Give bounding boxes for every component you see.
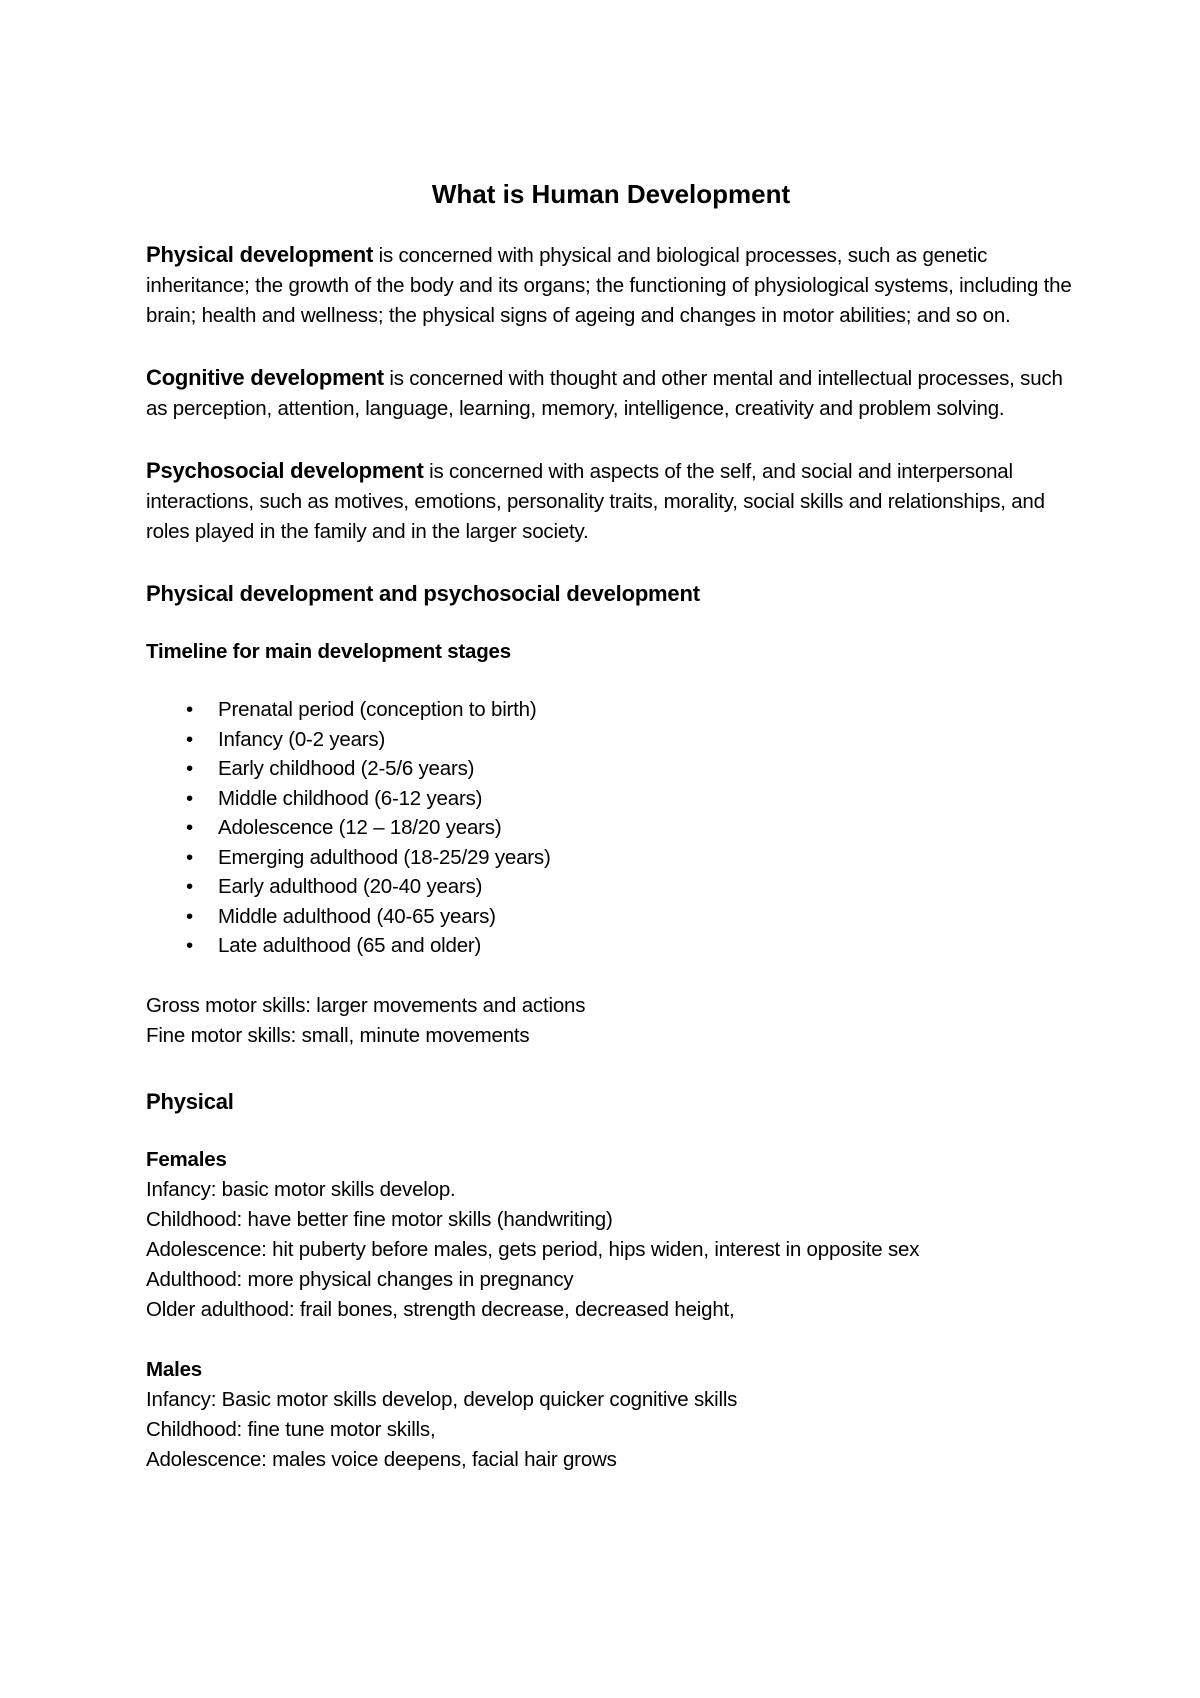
document-title: What is Human Development (431, 179, 791, 209)
list-item: • Middle adulthood (40-65 years) (186, 902, 1076, 932)
list-item: • Adolescence (12 – 18/20 years) (186, 813, 1076, 843)
females-block (146, 1145, 1076, 1325)
list-item: • Emerging adulthood (18-25/29 years) (186, 843, 1076, 873)
text-line: Infancy: Basic motor skills develop, develop quicker cognitive skills (146, 1387, 738, 1411)
text-line: Adolescence: hit puberty before males, gets period, hips widen, interest in opposite sex (146, 1237, 920, 1261)
development-stages-list (146, 695, 1076, 961)
bullet-icon: • (186, 934, 193, 957)
list-item: • Early childhood (2-5/6 years) (186, 754, 1076, 784)
males-block (146, 1355, 1076, 1475)
definition-term: Psychosocial development (146, 458, 424, 483)
definition-text: is concerned with thought and other mental and intellectual processes, such as perception, attention, language, learning, memory, intelligence, creativity and problem solving. (146, 367, 1063, 420)
text-line: Childhood: fine tune motor skills, (146, 1417, 436, 1441)
definition-text: is concerned with aspects of the self, and social and interpersonal interactions, such as motives, emotions, personality traits, morality, social skills and relationships, and roles played in the family and in the larger society. (146, 460, 1045, 543)
bullet-icon: • (186, 904, 193, 928)
bullet-icon: • (186, 727, 193, 751)
bullet-icon: • (186, 698, 193, 721)
bullet-icon: • (186, 757, 193, 780)
list-item: • Infancy (0-2 years) (186, 725, 1076, 755)
list-item: • Late adulthood (65 and older) (186, 931, 1076, 961)
definition-physical (146, 240, 1076, 331)
section-heading-physical: Physical (146, 1088, 234, 1114)
text-line: Infancy: basic motor skills develop. (146, 1177, 456, 1201)
text-line: Adolescence: males voice deepens, facial hair grows (146, 1447, 617, 1471)
males-title: Males (146, 1357, 202, 1381)
gross-motor-line: Gross motor skills: larger movements and actions (146, 993, 586, 1017)
females-title: Females (146, 1147, 227, 1171)
definition-psychosocial (146, 456, 1076, 547)
list-item: • Prenatal period (conception to birth) (186, 695, 1076, 725)
bullet-icon: • (186, 786, 193, 810)
bullet-icon: • (186, 816, 193, 839)
fine-motor-line: Fine motor skills: small, minute movements (146, 1023, 530, 1047)
text-line: Adulthood: more physical changes in pregnancy (146, 1267, 574, 1291)
list-item: • Early adulthood (20-40 years) (186, 872, 1076, 902)
definition-term: Cognitive development (146, 365, 384, 390)
document-page (146, 176, 1076, 1505)
text-line: Childhood: have better fine motor skills (handwriting) (146, 1207, 613, 1231)
definition-term: Physical development (146, 242, 374, 267)
text-line: Older adulthood: frail bones, strength decrease, decreased height, (146, 1297, 735, 1321)
motor-skills-block (146, 991, 1076, 1051)
definition-text: is concerned with physical and biological processes, such as genetic inheritance; the growth of the body and its organs; the functioning of physiological systems, including the brain; health and wellness; the physical signs of ageing and changes in motor abilities; and so on. (146, 244, 1072, 327)
timeline-heading: Timeline for main development stages (146, 640, 511, 663)
section-heading-physical-psychosocial: Physical development and psychosocial development (146, 581, 700, 606)
definition-cognitive (146, 363, 1076, 424)
bullet-icon: • (186, 845, 193, 869)
bullet-icon: • (186, 875, 193, 898)
list-item: • Middle childhood (6-12 years) (186, 784, 1076, 814)
